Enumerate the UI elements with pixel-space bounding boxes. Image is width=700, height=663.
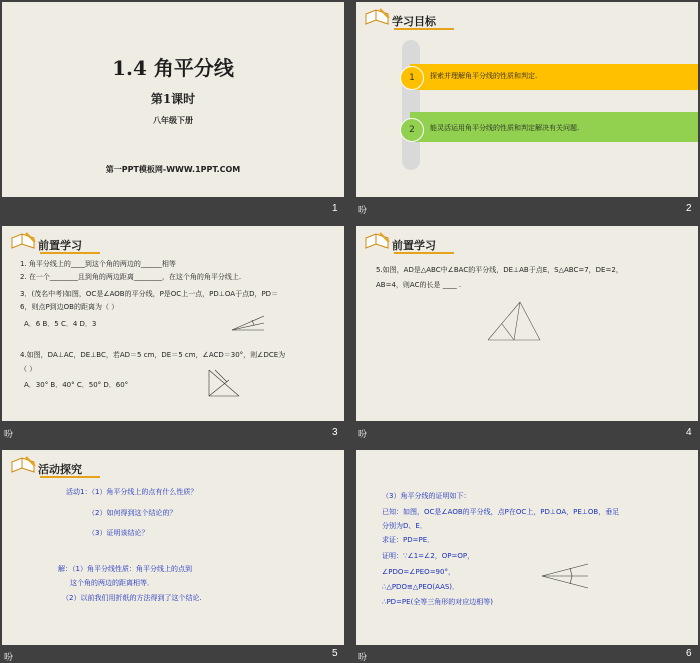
answer-line: 解：（1）角平分线性质：角平分线上的点到 — [58, 565, 192, 573]
goal-text: 能灵活运用角平分线的性质和判定解决有关问题. — [430, 124, 580, 132]
book-pen-icon — [10, 232, 36, 252]
proof-line: （3）角平分线的证明如下： — [382, 492, 471, 500]
header-underline — [40, 476, 100, 478]
answer-choices: A．6 B．5 C．4 D．3 — [24, 320, 97, 328]
slide-mark: 吩 — [358, 430, 368, 440]
slide-subtitle: 第1课时 — [150, 92, 196, 106]
question-line: （ ） — [20, 365, 37, 373]
slide-title: 1.4 角平分线 — [112, 56, 234, 80]
header-title: 前置学习 — [392, 239, 436, 252]
question-line: 3．(茂名中考)如图，OC是∠AOB的平分线，P是OC上一点，PD⊥OA于点D，PD＝ — [20, 290, 279, 298]
activity-line: （2）如何得到这个结论的？ — [88, 509, 177, 517]
triangle-figure — [207, 368, 241, 398]
question-line: 1. 角平分线上的____到这个角的两边的______相等 — [20, 260, 176, 268]
slide-mark: 吩 — [4, 653, 14, 663]
slide-mark: 吩 — [358, 206, 368, 216]
slide-number-3: 3 — [332, 427, 338, 438]
answer-choices: A．30° B．40° C．50° D．60° — [24, 381, 129, 389]
proof-line: ∠PDO=∠PEO=90°， — [382, 568, 455, 576]
slide-4[interactable] — [356, 226, 698, 421]
angle-bisector-figure — [540, 562, 590, 590]
goal-index: 1 — [400, 66, 424, 90]
question-line: 2. 在一个________且到角的两边距离________，在这个角的角平分线上. — [20, 273, 242, 281]
slide-number-5: 5 — [332, 648, 338, 659]
slide-3[interactable] — [2, 226, 344, 421]
slide-header — [364, 8, 436, 30]
slide-number-1: 1 — [332, 203, 338, 214]
question-line: AB=4，则AC的长是 ____ . — [376, 281, 462, 289]
header-title: 前置学习 — [38, 239, 82, 252]
slide-5[interactable] — [2, 450, 344, 645]
slide-number-4: 4 — [686, 427, 692, 438]
book-pen-icon — [10, 456, 36, 476]
triangle-abc-figure — [484, 298, 544, 346]
proof-line: 分别为D、E． — [382, 522, 427, 530]
slide-header — [364, 232, 436, 254]
slide-1[interactable] — [2, 2, 344, 197]
slide-header — [10, 456, 82, 478]
slide-mark: 吩 — [4, 430, 14, 440]
header-underline — [394, 252, 454, 254]
slide-mark: 吩 — [358, 653, 368, 663]
proof-line: 求证：PD=PE． — [382, 536, 435, 544]
header-title: 学习目标 — [392, 15, 436, 28]
question-line: 5.如图，AD是△ABC中∠BAC的平分线，DE⊥AB于点E，S△ABC=7，DE=2， — [376, 266, 623, 274]
timeline-track — [402, 40, 420, 170]
slide-6[interactable] — [356, 450, 698, 645]
activity-line: 活动1：（1）角平分线上的点有什么性质？ — [66, 488, 198, 496]
goal-index: 2 — [400, 118, 424, 142]
question-line: 6，则点P到边OB的距离为（ ） — [20, 303, 119, 311]
header-title: 活动探究 — [38, 463, 82, 476]
question-line: 4.如图，DA⊥AC，DE⊥BC，若AD＝5 cm，DE＝5 cm，∠ACD＝30°，则∠DCE为 — [20, 351, 286, 359]
slide-header — [10, 232, 82, 254]
activity-line: （3）证明该结论？ — [88, 529, 149, 537]
book-pen-icon — [364, 232, 390, 252]
slide-number-6: 6 — [686, 648, 692, 659]
site-label: 第一PPT模板网-WWW.1PPT.COM — [105, 165, 241, 174]
angle-bisector-figure — [230, 314, 266, 334]
proof-line: 证明：∵∠1=∠2，OP=OP， — [382, 552, 475, 560]
header-underline — [394, 28, 454, 30]
proof-line: ∴PD=PE(全等三角形的对应边相等) — [382, 598, 494, 606]
book-pen-icon — [364, 8, 390, 28]
answer-line: 这个角的两边的距离相等． — [70, 579, 154, 587]
header-underline — [40, 252, 100, 254]
slide-2[interactable] — [356, 2, 698, 197]
proof-line: ∴△PDO≌△PEO(AAS)． — [382, 583, 460, 591]
grade-label: 八年级下册 — [153, 116, 193, 125]
answer-line: （2）以前我们用折纸的方法得到了这个结论. — [62, 594, 202, 602]
slide-number-2: 2 — [686, 203, 692, 214]
goal-text: 探索并理解角平分线的性质和判定. — [430, 72, 538, 80]
proof-line: 已知：如图，OC是∠AOB的平分线，点P在OC上，PD⊥OA，PE⊥OB，垂足 — [382, 508, 620, 516]
